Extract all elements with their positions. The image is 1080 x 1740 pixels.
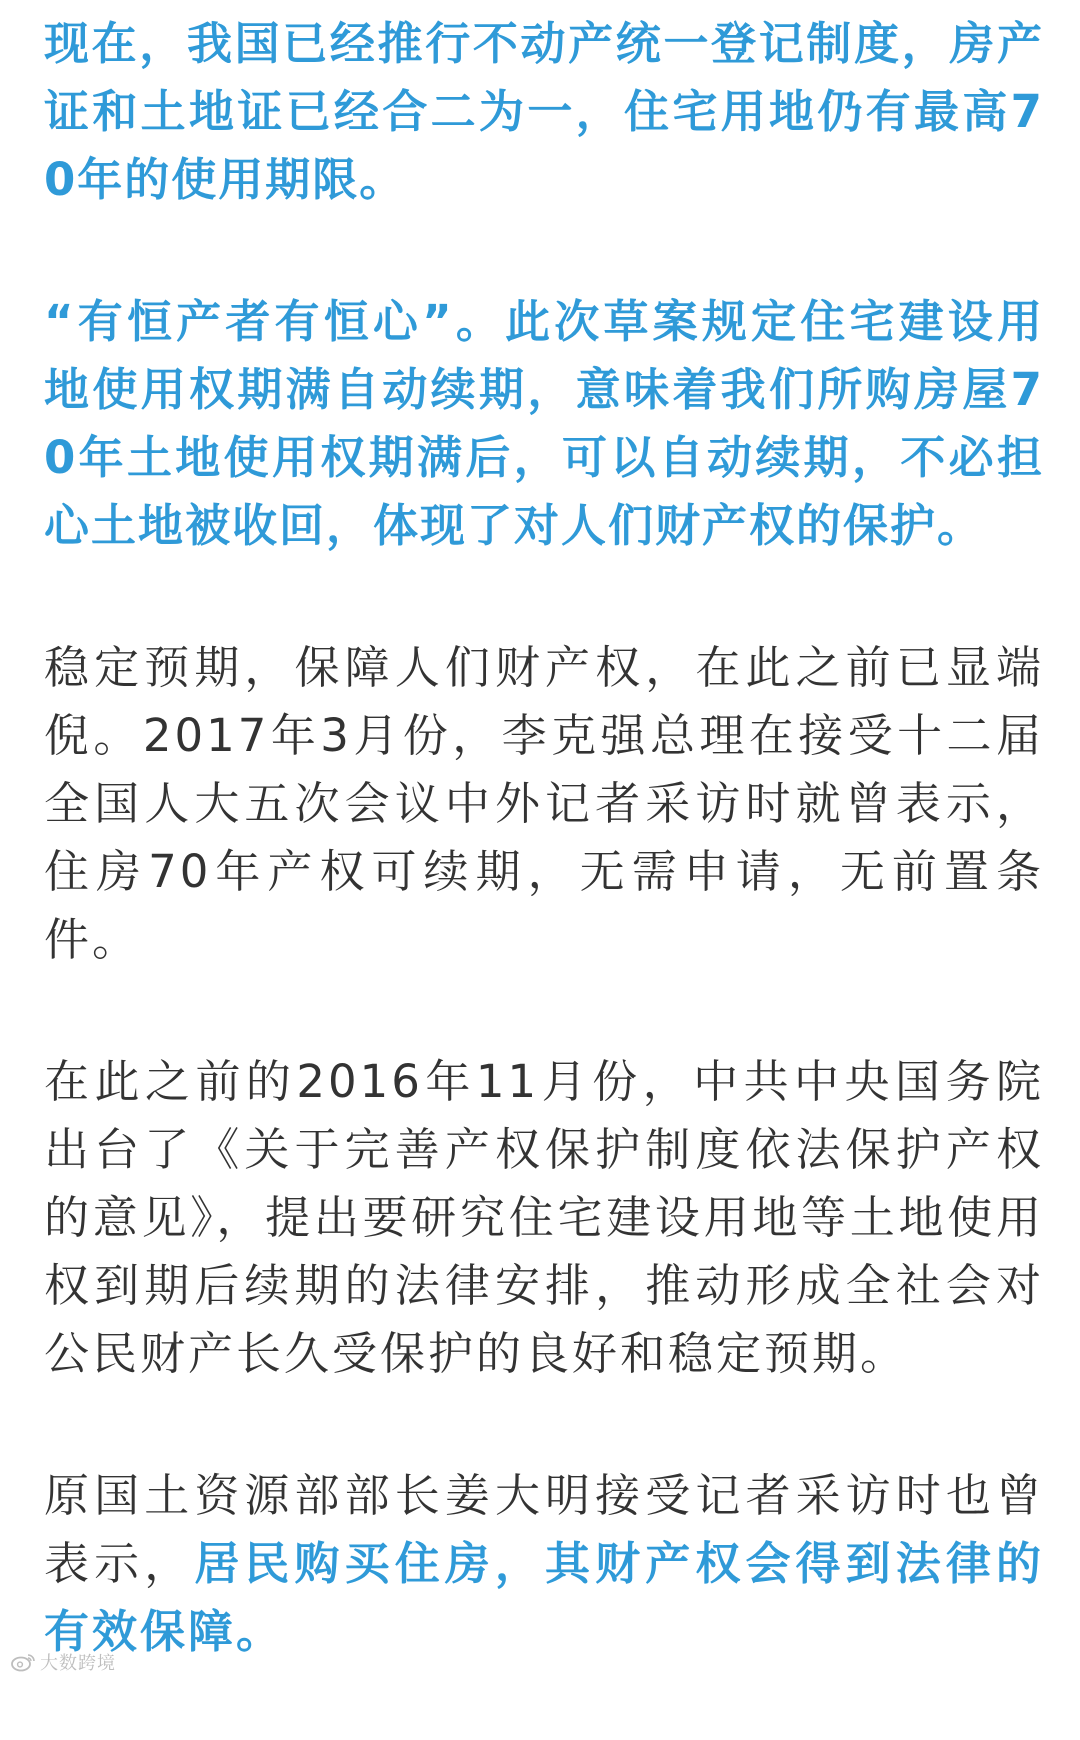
paragraph-registration: 现在，我国已经推行不动产统一登记制度，房产证和土地证已经合二为一，住宅用地仍有最高70年的使用期限。	[44, 17, 1044, 206]
paragraph-minister-statement	[44, 1462, 1044, 1666]
watermark	[10, 1649, 116, 1675]
paragraph-state-council-opinion: 在此之前的2016年11月份，中共中央国务院出台了《关于完善产权保护制度依法保护产权的意见》，提出要研究住宅建设用地等土地使用权到期后续期的法律安排，推动形成全社会对公民财产长久受保护的良好和稳定预期。	[44, 1055, 1044, 1380]
paragraph-auto-renewal: “有恒产者有恒心”。此次草案规定住宅建设用地使用权期满自动续期，意味着我们所购房屋70年土地使用权期满后，可以自动续期，不必担心土地被收回，体现了对人们财产权的保护。	[44, 295, 1044, 552]
watermark-text: 大数跨境	[40, 1653, 116, 1674]
article-body	[44, 10, 1044, 1740]
minister-statement-highlight: 居民购买住房，其财产权会得到法律的有效保障。	[44, 1537, 1044, 1658]
weibo-logo-icon	[10, 1652, 36, 1672]
paragraph-stable-expectation: 稳定预期，保障人们财产权，在此之前已显端倪。2017年3月份，李克强总理在接受十二届全国人大五次会议中外记者采访时就曾表示，住房70年产权可续期，无需申请，无前置条件。	[44, 641, 1044, 966]
minister-statement-text: 原国土资源部部长姜大明接受记者采访时也曾表示，	[44, 1469, 1044, 1590]
